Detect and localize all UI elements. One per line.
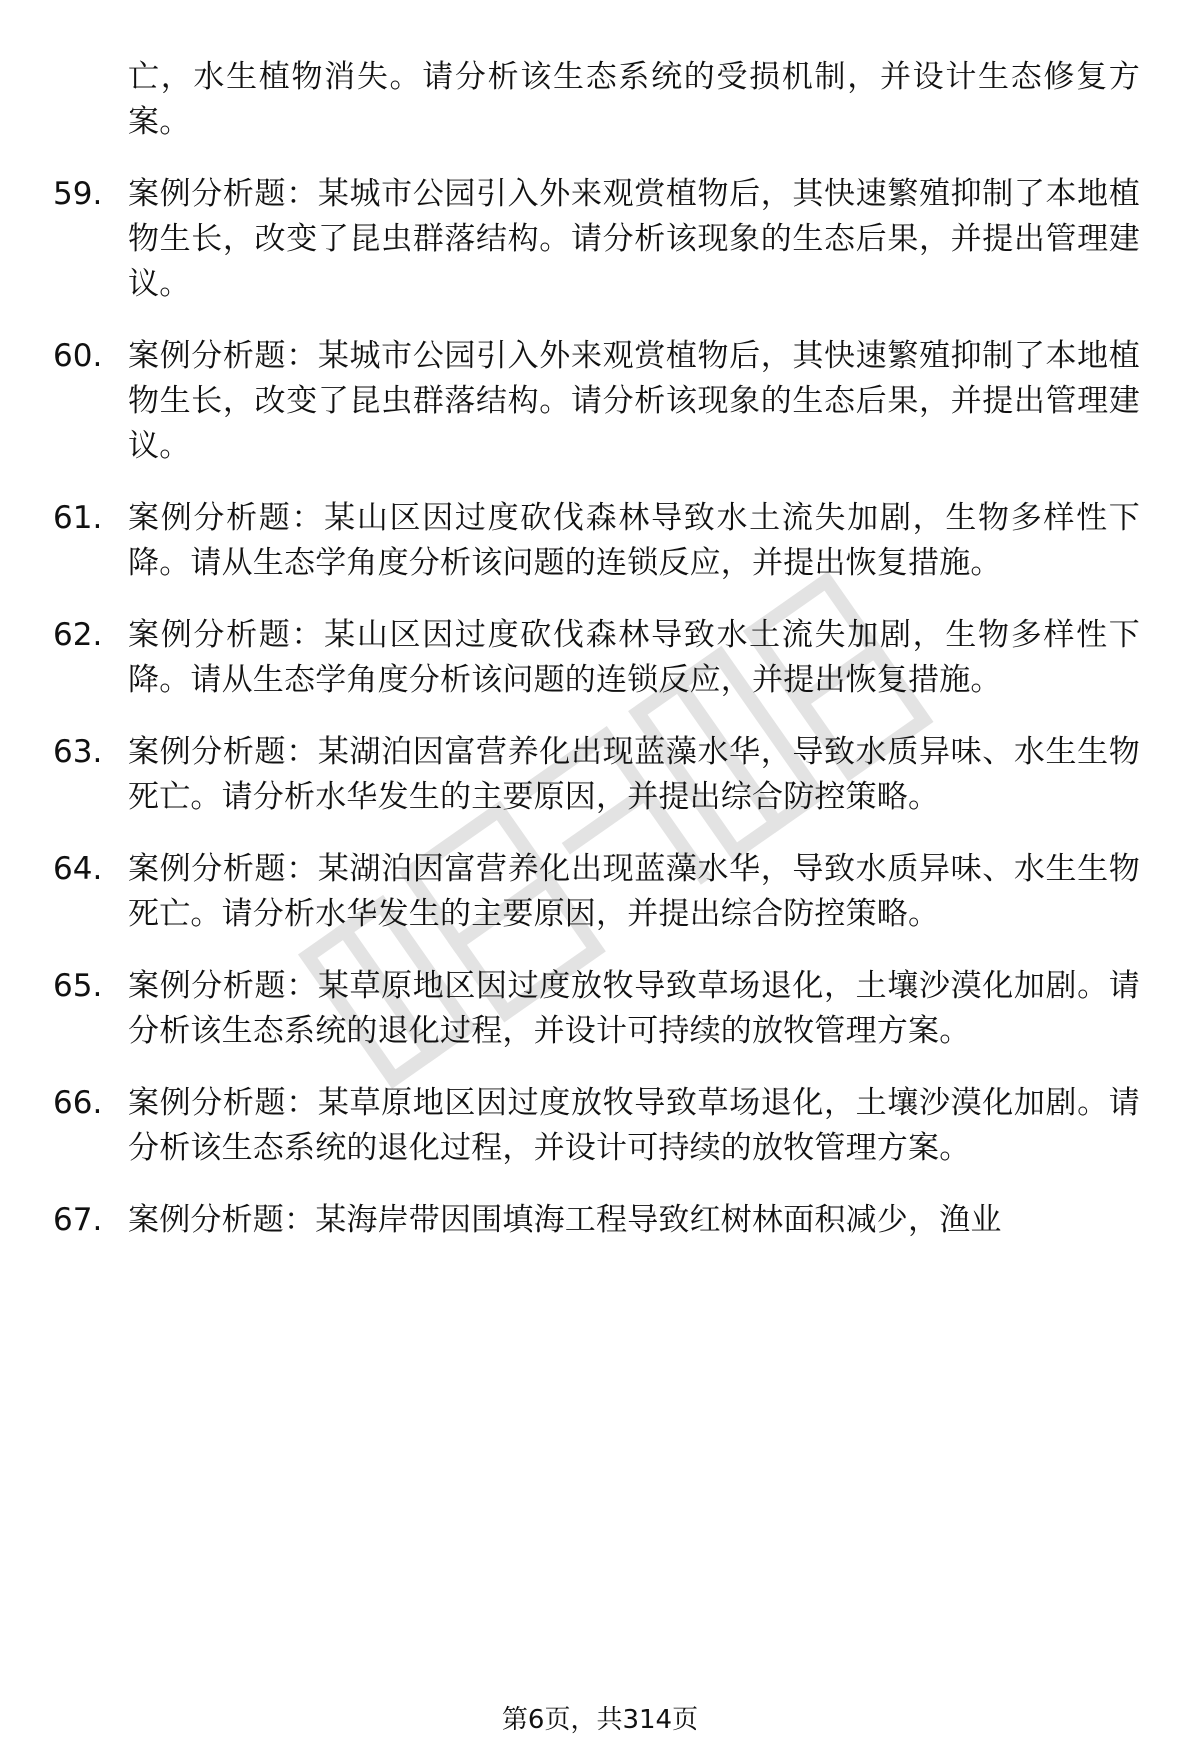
question-number: 59. [53, 176, 103, 212]
question-number: 61. [53, 500, 103, 536]
question-item [0, 172, 1200, 307]
question-number: 64. [53, 851, 103, 887]
question-item [0, 730, 1200, 820]
question-list [0, 55, 1200, 1243]
question-number: 66. [53, 1085, 103, 1121]
question-number: 62. [53, 617, 103, 653]
question-item [0, 1081, 1200, 1171]
question-text: 案例分析题：某草原地区因过度放牧导致草场退化，土壤沙漠化加剧。请分析该生态系统的退化过程，并设计可持续的放牧管理方案。 [128, 968, 1140, 1049]
question-number: 60. [53, 338, 103, 374]
question-item [0, 334, 1200, 469]
page-footer: 第6页，共314页 [501, 1705, 699, 1735]
question-item [0, 613, 1200, 703]
question-text: 案例分析题：某城市公园引入外来观赏植物后，其快速繁殖抑制了本地植物生长，改变了昆虫群落结构。请分析该现象的生态后果，并提出管理建议。 [128, 176, 1140, 302]
question-text: 案例分析题：某湖泊因富营养化出现蓝藻水华，导致水质异味、水生生物死亡。请分析水华发生的主要原因，并提出综合防控策略。 [128, 734, 1140, 815]
question-number: 67. [53, 1202, 103, 1238]
question-text: 案例分析题：某山区因过度砍伐森林导致水土流失加剧，生物多样性下降。请从生态学角度分析该问题的连锁反应，并提出恢复措施。 [128, 617, 1140, 698]
question-number: 65. [53, 968, 103, 1004]
question-text: 案例分析题：某城市公园引入外来观赏植物后，其快速繁殖抑制了本地植物生长，改变了昆虫群落结构。请分析该现象的生态后果，并提出管理建议。 [128, 338, 1140, 464]
question-text: 案例分析题：某山区因过度砍伐森林导致水土流失加剧，生物多样性下降。请从生态学角度分析该问题的连锁反应，并提出恢复措施。 [128, 500, 1140, 581]
question-number: 63. [53, 734, 103, 770]
question-text: 案例分析题：某海岸带因围填海工程导致红树林面积减少，渔业 [128, 1202, 1002, 1238]
question-item [0, 1198, 1200, 1243]
question-item [0, 55, 1200, 145]
question-item [0, 847, 1200, 937]
question-item [0, 964, 1200, 1054]
question-text: 案例分析题：某湖泊因富营养化出现蓝藻水华，导致水质异味、水生生物死亡。请分析水华发生的主要原因，并提出综合防控策略。 [128, 851, 1140, 932]
question-text: 亡，水生植物消失。请分析该生态系统的受损机制，并设计生态修复方案。 [128, 59, 1140, 140]
question-text: 案例分析题：某草原地区因过度放牧导致草场退化，土壤沙漠化加剧。请分析该生态系统的退化过程，并设计可持续的放牧管理方案。 [128, 1085, 1140, 1166]
question-item [0, 496, 1200, 586]
